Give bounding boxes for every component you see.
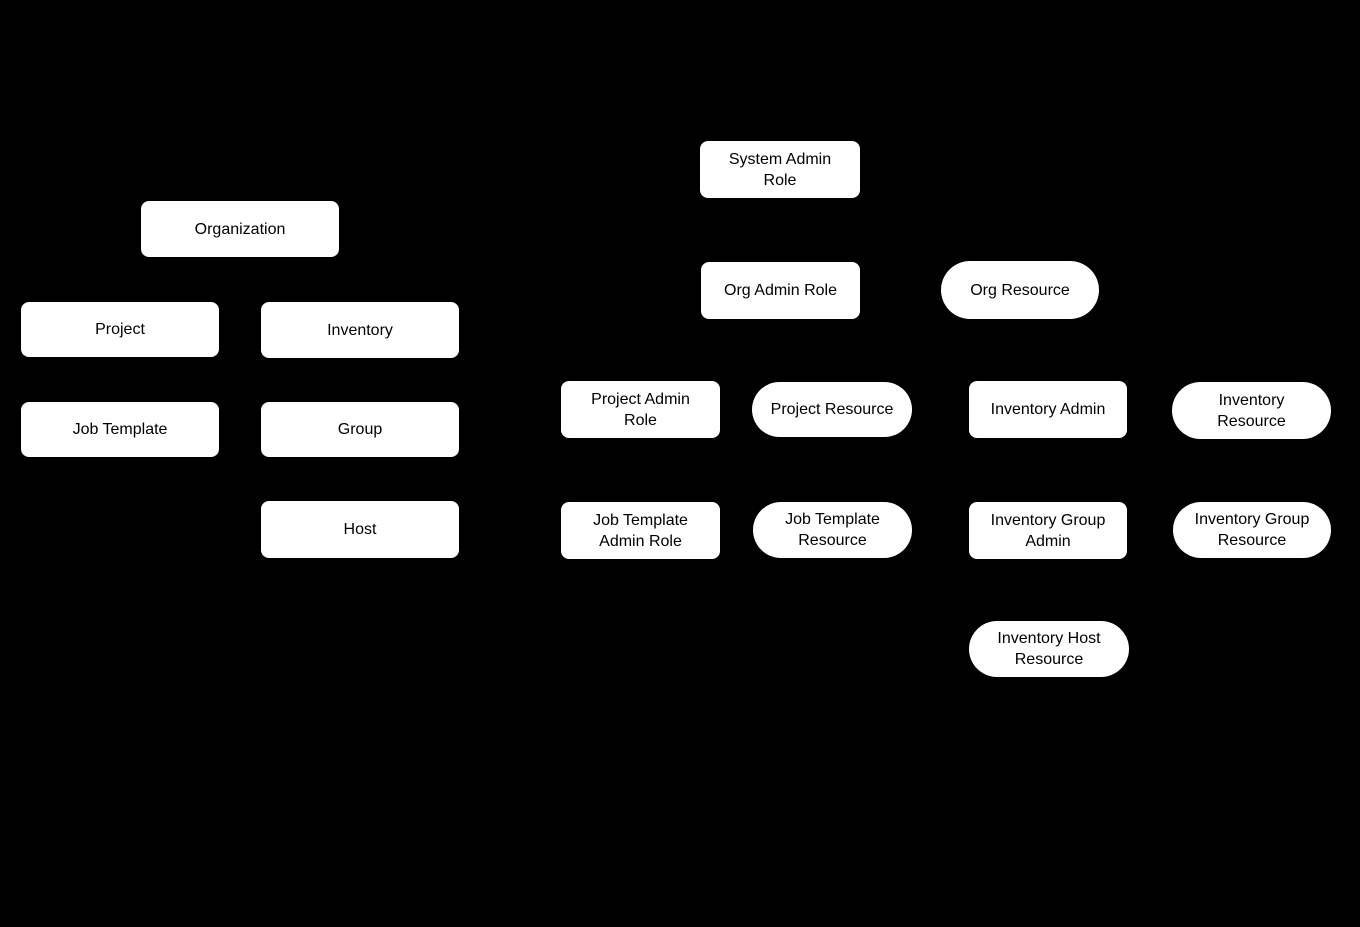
org-admin-role-label: Org Admin Role xyxy=(724,282,837,299)
host-label: Host xyxy=(343,521,377,538)
inventory-group-resource-node xyxy=(1173,502,1331,558)
organization-node xyxy=(141,201,339,257)
project-admin-role-label: Role xyxy=(624,411,657,429)
job-template-resource-label: Job Template xyxy=(785,511,880,528)
job-template-admin-role-label: Admin Role xyxy=(599,532,682,550)
system-admin-role-label: System Admin xyxy=(728,150,832,168)
org-resource-node xyxy=(941,261,1099,319)
project-admin-role-label: Project Admin xyxy=(591,390,690,408)
org-admin-role-node xyxy=(701,262,860,319)
job-template-label: Job Template xyxy=(72,421,168,438)
group-label: Group xyxy=(337,421,383,438)
organization-label: Organization xyxy=(194,220,286,238)
system-admin-role-label: Role xyxy=(763,171,797,189)
inventory-group-admin-label: Inventory Group xyxy=(990,511,1106,529)
inventory-resource-label: Resource xyxy=(1217,412,1286,430)
inventory-resource-label: Inventory xyxy=(1218,391,1285,409)
inventory-host-resource-label: Resource xyxy=(1014,651,1084,668)
job-template-node xyxy=(21,402,219,457)
project-node xyxy=(21,302,219,357)
inventory-admin-node xyxy=(969,381,1127,438)
inventory-group-resource-label: Resource xyxy=(1217,532,1287,549)
host-node xyxy=(261,501,459,558)
inventory-host-resource-label: Inventory Host xyxy=(997,630,1101,647)
job-template-resource-label: Resource xyxy=(798,532,867,549)
org-resource-label: Org Resource xyxy=(970,281,1070,299)
inventory-group-admin-node xyxy=(969,502,1127,559)
project-admin-role-node xyxy=(561,381,720,438)
project-resource-label: Project Resource xyxy=(770,401,894,418)
inventory-admin-label: Inventory Admin xyxy=(990,401,1106,418)
project-label: Project xyxy=(95,321,145,338)
job-template-resource-node xyxy=(753,502,912,558)
inventory-resource-node xyxy=(1172,382,1331,439)
system-admin-role-node xyxy=(700,141,860,198)
project-resource-node xyxy=(752,382,912,437)
inventory-host-resource-node xyxy=(969,621,1129,677)
group-node xyxy=(261,402,459,457)
inventory-group-admin-label: Admin xyxy=(1025,532,1071,550)
inventory-group-resource-label: Inventory Group xyxy=(1194,511,1310,528)
inventory-node xyxy=(261,302,459,358)
job-template-admin-role-label: Job Template xyxy=(593,511,688,529)
job-template-admin-role-node xyxy=(561,502,720,559)
inventory-label: Inventory xyxy=(327,321,393,339)
